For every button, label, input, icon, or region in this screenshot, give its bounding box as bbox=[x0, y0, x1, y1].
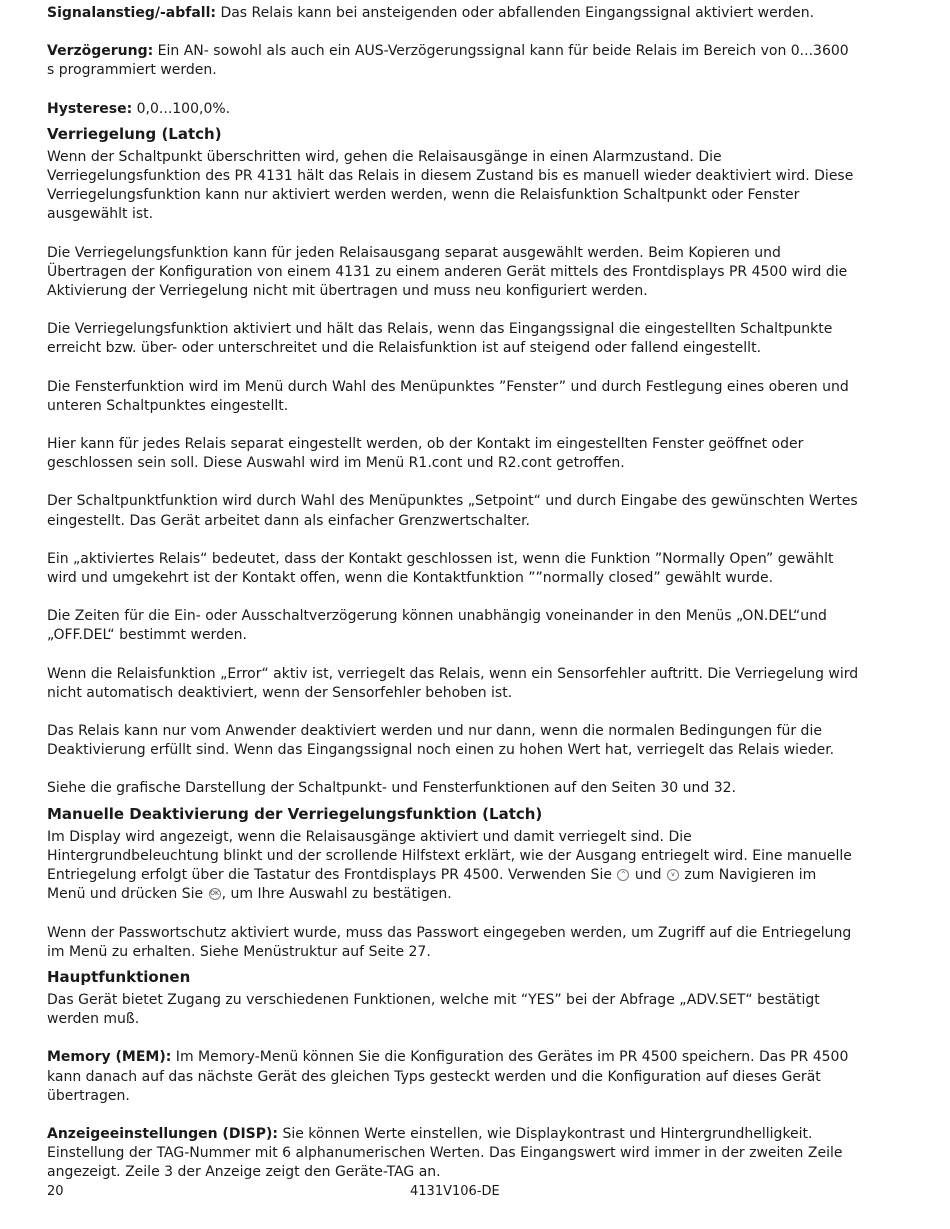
memory-label: Memory (MEM): bbox=[47, 1049, 172, 1066]
latch-paragraph-7: Ein „aktiviertes Relais“ bedeutet, dass der Kontakt geschlossen ist, wenn die Funktion ”Normally Open” gewählt wird und umgekehrt ist der Kontakt offen, wenn die Kontaktfunktion ””normally closed” gewählt wurde. bbox=[47, 550, 834, 587]
manual-paragraph-2: Wenn der Passwortschutz aktiviert wurde, muss das Passwort eingegeben werden, um Zugriff auf die Entriegelung im Menü zu erhalten. Siehe Menüstruktur auf Seite 27. bbox=[47, 924, 852, 960]
document-body bbox=[47, 4, 859, 1202]
memory-text: Im Memory-Menü können Sie die Konfiguration des Gerätes im PR 4500 speichern. Das PR 4500 kann danach auf das nächste Gerät des gleichen Typs gesteckt werden und die Konfiguration auf dieses Gerät übertragen. bbox=[47, 1049, 849, 1104]
latch-paragraph-6: Der Schaltpunktfunktion wird durch Wahl des Menüpunktes „Setpoint“ und durch Eingabe des gewünschten Wertes eingestellt. Das Gerät arbeitet dann als einfacher Grenzwertschalter. bbox=[47, 493, 858, 529]
latch-paragraph-4: Die Fensterfunktion wird im Menü durch Wahl des Menüpunktes ”Fenster” und durch Festlegung eines oberen und unteren Schaltpunktes eingestellt. bbox=[47, 378, 849, 414]
latch-paragraph-10: Das Relais kann nur vom Anwender deaktiviert werden und nur dann, wenn die normalen Bedingungen für die Deaktivierung erfüllt sind. Wenn das Eingangssignal noch einen zu hohen Wert hat, verriegelt das Relais wieder. bbox=[47, 723, 835, 759]
latch-paragraph-2: Die Verriegelungsfunktion kann für jeden Relaisausgang separat ausgewählt werden. Beim Kopieren und Übertragen der Konfiguration von einem 4131 zu einem anderen Gerät mittels des Frontdisplays PR 4500 wird die Aktivierung der Verriegelung nicht mit übertragen und muss neu konfiguriert werden. bbox=[47, 244, 848, 300]
manual-text-b: und bbox=[630, 867, 666, 884]
signal-text: Das Relais kann bei ansteigenden oder abfallenden Eingangssignal aktiviert werden. bbox=[216, 5, 815, 21]
arrow-up-key-icon: ^ bbox=[617, 869, 629, 881]
display-paragraph bbox=[47, 1125, 859, 1183]
manual-paragraph-1 bbox=[47, 828, 859, 905]
delay-text: Ein AN- sowohl als auch ein AUS-Verzögerungssignal kann für beide Relais im Bereich von 0...3600 s programmiert werden. bbox=[47, 43, 849, 79]
main-functions-heading: Hauptfunktionen bbox=[47, 967, 191, 986]
manual-text-a: Im Display wird angezeigt, wenn die Relaisausgänge aktiviert und damit verriegelt sind. Die Hintergrundbeleuchtung blinkt und der scrollende Hilfstext erklärt, wie der Ausgang entriegelt wird. Eine manuelle Entriegelung erfolgt über die Tastatur des Frontdisplays PR 4500. Verwenden Sie bbox=[47, 828, 852, 884]
latch-paragraph-3: Die Verriegelungsfunktion aktiviert und hält das Relais, wenn das Eingangssignal die eingestellten Schaltpunkte erreicht bzw. über- oder unterschreitet und die Relaisfunktion ist auf steigend oder fallend eingestellt. bbox=[47, 321, 833, 357]
latch-heading: Verriegelung (Latch) bbox=[47, 124, 222, 143]
delay-paragraph bbox=[47, 42, 859, 80]
memory-paragraph bbox=[47, 1048, 859, 1106]
latch-paragraph-1: Wenn der Schaltpunkt überschritten wird, gehen die Relaisausgänge in einen Alarmzustand. Die Verriegelungsfunktion des PR 4131 hält das Relais in diesem Zustand bis es manuell wieder deaktiviert wird. Diese Verriegelungsfunktion kann nur aktiviert werden werden, wenn die Relaisfunktion Schaltpunkt oder Fenster ausgewählt ist. bbox=[47, 148, 854, 223]
hysteresis-label: Hysterese: bbox=[47, 100, 133, 117]
latch-paragraph-9: Wenn die Relaisfunktion „Error“ aktiv ist, verriegelt das Relais, wenn ein Sensorfehler auftritt. Die Verriegelung wird nicht automatisch deaktiviert, wenn der Sensorfehler behoben ist. bbox=[47, 665, 859, 701]
hysteresis-text: 0,0...100,0%. bbox=[132, 100, 231, 117]
delay-label: Verzögerung: bbox=[47, 43, 154, 60]
display-text: Sie können Werte einstellen, wie Displaykontrast und Hintergrundhelligkeit. Einstellung der TAG-Nummer mit 6 alphanumerischen Werten. Das Eingangswert wird immer in der zweiten Zeile angezeigt. Zeile 3 der Anzeige zeigt den Geräte-TAG an. bbox=[47, 1125, 843, 1181]
manual-text-c: zum Navigieren im Menü und drücken Sie bbox=[47, 867, 817, 903]
page-number: 20 bbox=[47, 1184, 64, 1199]
arrow-down-key-icon: v bbox=[667, 869, 679, 881]
hysteresis-paragraph bbox=[47, 100, 859, 119]
manual-unlatch-heading: Manuelle Deaktivierung der Verriegelungsfunktion (Latch) bbox=[47, 804, 543, 823]
latch-paragraph-5: Hier kann für jedes Relais separat eingestellt werden, ob der Kontakt im eingestellten Fenster geöffnet oder geschlossen sein soll. Diese Auswahl wird im Menü R1.cont und R2.cont getroffen. bbox=[47, 436, 804, 472]
main-paragraph-1: Das Gerät bietet Zugang zu verschiedenen Funktionen, welche mit “YES” bei der Abfrage „ADV.SET“ bestätigt werden muß. bbox=[47, 991, 820, 1028]
latch-paragraph-8: Die Zeiten für die Ein- oder Ausschaltverzögerung können unabhängig voneinander in den Menüs „ON.DEL“und „OFF.DEL“ bestimmt werden. bbox=[47, 608, 827, 644]
display-label: Anzeigeeinstellungen (DISP): bbox=[47, 1125, 278, 1142]
latch-paragraph-11: Siehe die grafische Darstellung der Schaltpunkt- und Fensterfunktionen auf den Seiten 30 und 32. bbox=[47, 780, 736, 797]
document-id: 4131V106-DE bbox=[410, 1184, 500, 1199]
manual-text-d: , um Ihre Auswahl zu bestätigen. bbox=[221, 886, 452, 903]
signal-paragraph bbox=[47, 4, 859, 23]
signal-label: Signalanstieg/-abfall: bbox=[47, 5, 216, 21]
ok-key-icon: OK bbox=[209, 888, 221, 900]
